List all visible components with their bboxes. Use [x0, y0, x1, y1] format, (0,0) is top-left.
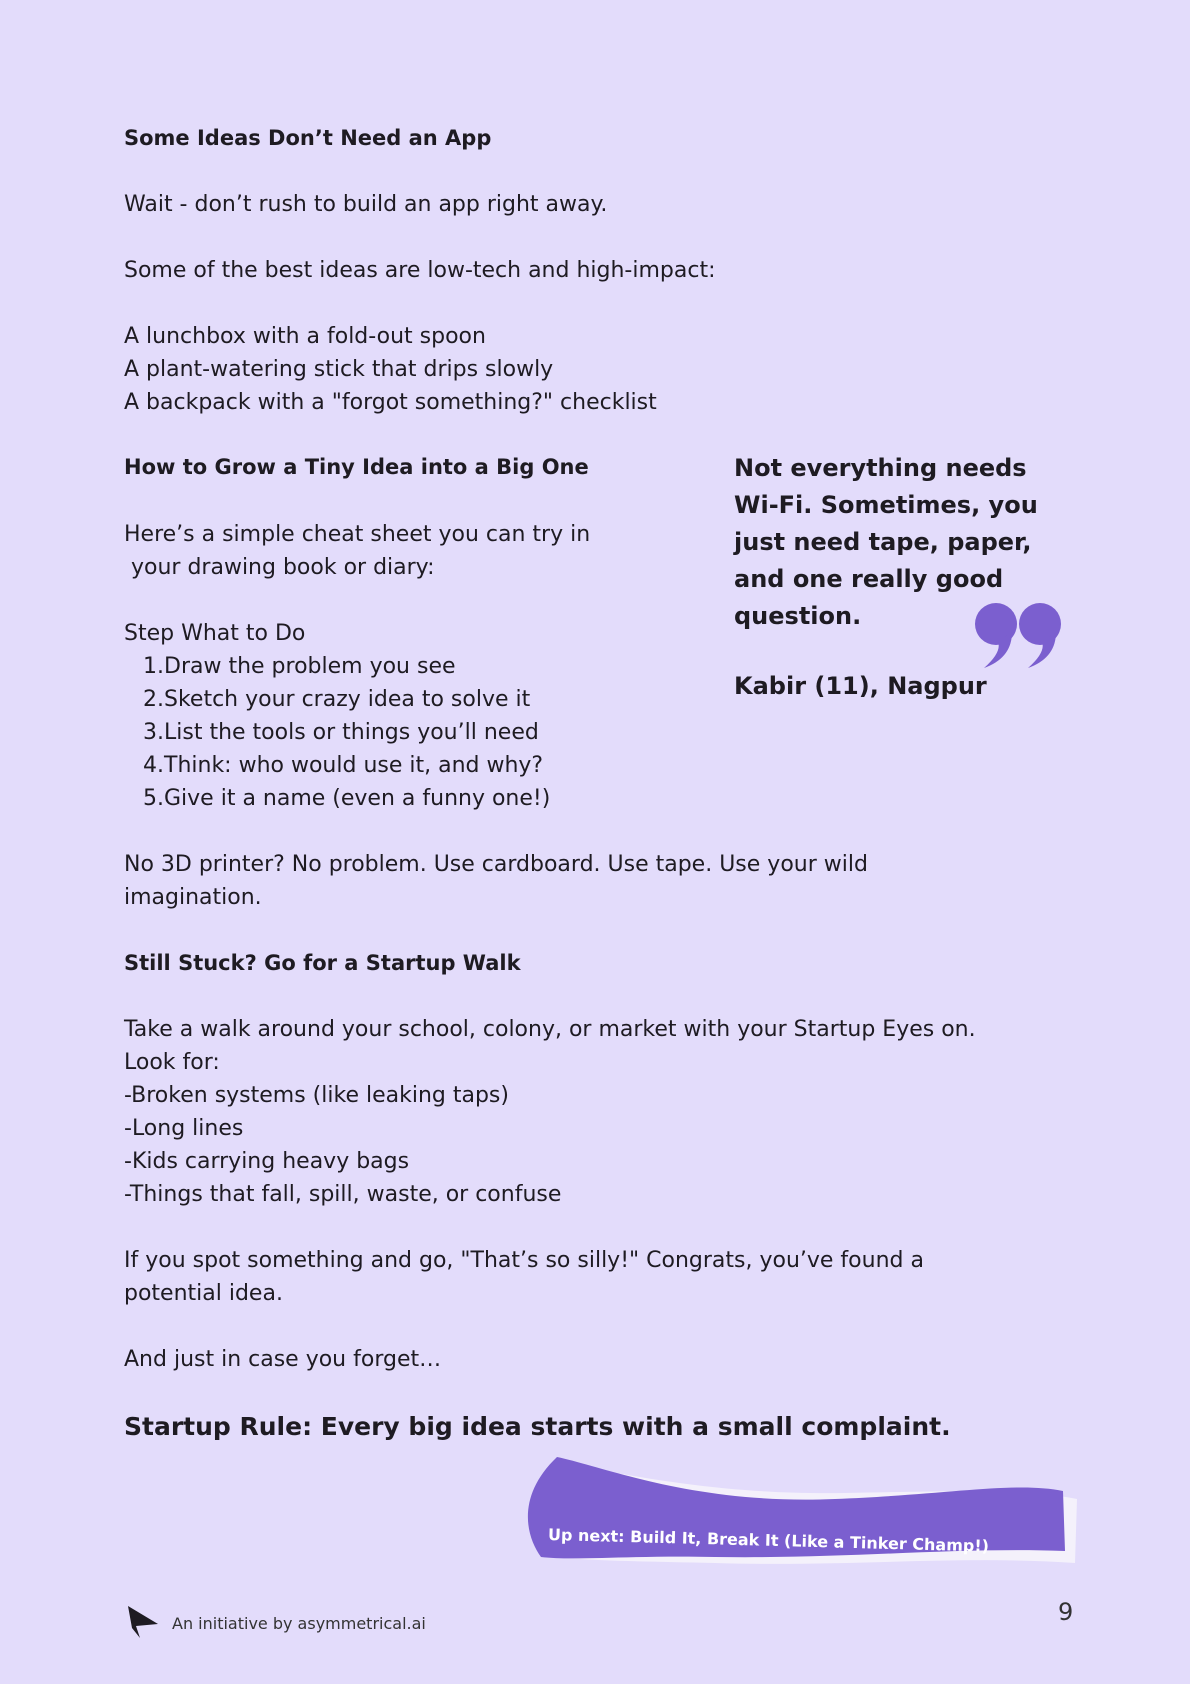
walk-line-2: Look for:: [124, 1050, 220, 1075]
list-item: A lunchbox with a fold-out spoon: [124, 324, 486, 349]
list-item: -Long lines: [124, 1116, 244, 1141]
list-item: -Broken systems (like leaking taps): [124, 1083, 509, 1108]
steps-table-header: Step What to Do: [124, 621, 306, 646]
step-text: Give it a name (even a funny one!): [164, 786, 551, 811]
list-item: A backpack with a "forgot something?" checklist: [124, 390, 657, 415]
heading-startup-walk: Still Stuck? Go for a Startup Walk: [124, 951, 521, 975]
step-number: 5.: [143, 786, 164, 811]
spot-line-1: If you spot something and go, "That’s so silly!" Congrats, you’ve found a: [124, 1248, 924, 1273]
list-item: [124, 650, 550, 683]
paragraph-no-printer: [124, 848, 868, 914]
page-number: 9: [1058, 1598, 1074, 1626]
pull-quote: Not everything needs Wi-Fi. Sometimes, you just need tape, paper, and one really good question.: [734, 454, 1038, 630]
list-item: [124, 683, 550, 716]
footer-initiative-text: An initiative by asymmetrical.ai: [172, 1614, 426, 1633]
step-text: Draw the problem you see: [164, 654, 456, 679]
step-text: Think: who would use it, and why?: [164, 753, 544, 778]
list-item: A plant-watering stick that drips slowly: [124, 357, 554, 382]
no-printer-line-1: No 3D printer? No problem. Use cardboard. Use tape. Use your wild: [124, 852, 868, 877]
list-item: [124, 749, 550, 782]
paragraph-best-ideas: Some of the best ideas are low-tech and high-impact:: [124, 258, 716, 283]
quote-mark-icon: [972, 598, 1068, 670]
paragraph-wait: Wait - don’t rush to build an app right away.: [124, 192, 608, 217]
cheat-sheet-line-1: Here’s a simple cheat sheet you can try in: [124, 522, 591, 547]
list-item: -Kids carrying heavy bags: [124, 1149, 410, 1174]
startup-rule: Startup Rule: Every big idea starts with a small complaint.: [124, 1412, 951, 1441]
paragraph-spot-something: [124, 1244, 924, 1310]
no-printer-line-2: imagination.: [124, 885, 262, 910]
walk-instructions: [124, 1013, 976, 1211]
walk-line-1: Take a walk around your school, colony, or market with your Startup Eyes on.: [124, 1017, 976, 1042]
heading-some-ideas: Some Ideas Don’t Need an App: [124, 126, 492, 150]
quote-author: Kabir (11), Nagpur: [734, 672, 987, 700]
list-item: -Things that fall, spill, waste, or confuse: [124, 1182, 562, 1207]
step-text: Sketch your crazy idea to solve it: [164, 687, 531, 712]
spot-line-2: potential idea.: [124, 1281, 283, 1306]
paragraph-just-in-case: And just in case you forget…: [124, 1347, 442, 1372]
idea-list: [124, 320, 657, 419]
heading-grow-idea: How to Grow a Tiny Idea into a Big One: [124, 455, 589, 479]
list-item: [124, 716, 550, 749]
step-text: List the tools or things you’ll need: [164, 720, 539, 745]
next-chapter-banner: Up next: Build It, Break It (Like a Tinker Champ!): [547, 1525, 990, 1556]
step-number: 2.: [143, 687, 164, 712]
step-number: 1.: [143, 654, 164, 679]
asymmetrical-logo-icon: [126, 1604, 160, 1640]
paragraph-cheat-sheet: [124, 518, 590, 584]
list-item: [124, 782, 550, 815]
step-number: 4.: [143, 753, 164, 778]
step-number: 3.: [143, 720, 164, 745]
steps-list: [124, 650, 550, 815]
cheat-sheet-line-2: your drawing book or diary:: [124, 555, 435, 580]
